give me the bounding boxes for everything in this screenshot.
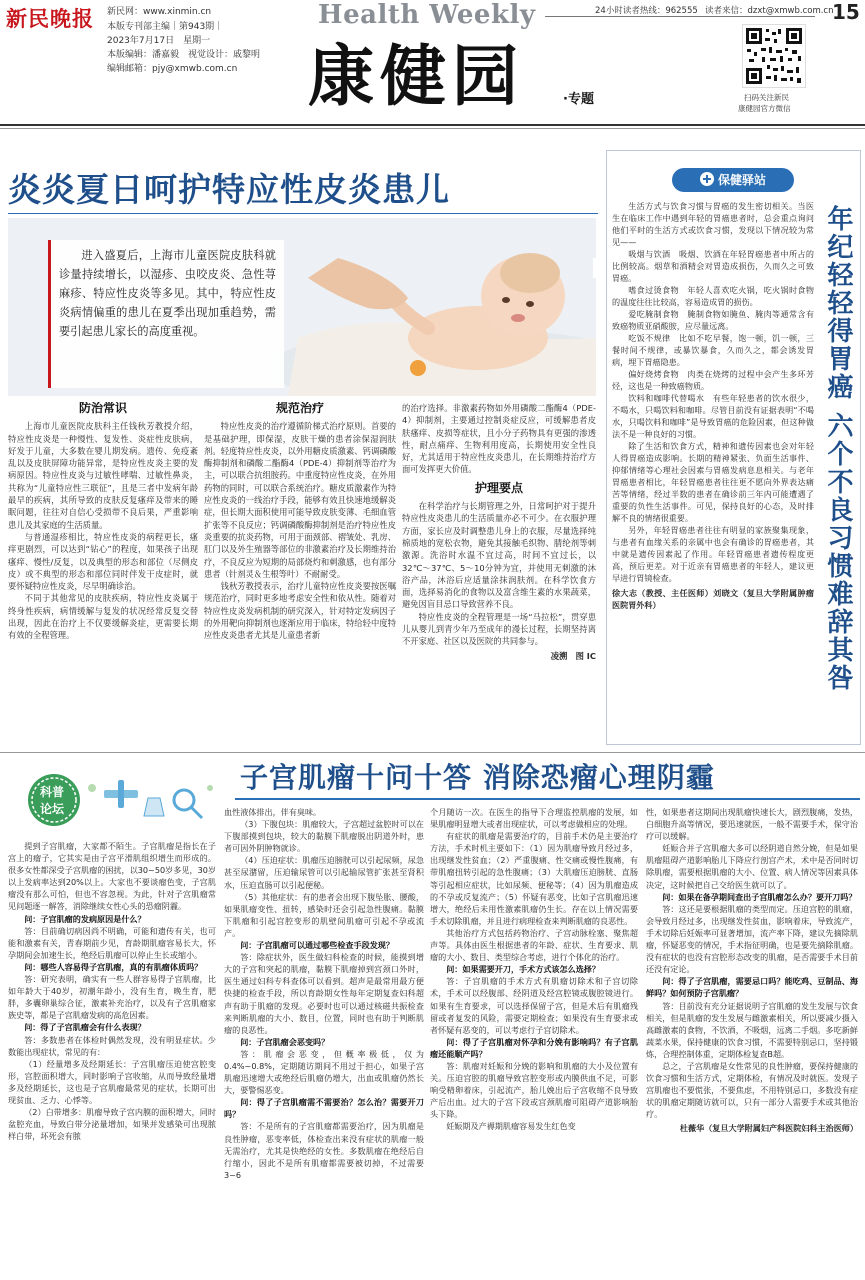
article1-col3-p3: 特应性皮炎的全程管理是一场“马拉松”，贯穿患儿从婴儿到青少年乃至成年的漫长过程，长期坚持离不开家庭、社区以及医院的共同参与。 bbox=[402, 611, 596, 647]
section-title: 康健园 bbox=[308, 37, 524, 115]
article2-col2-p3: （4）压迫症状：肌瘤压迫膀胱可以引起尿频，尿急甚至尿潴留，压迫输尿管可以引起输尿管扩张甚至肾积水，压迫直肠可以引起便秘。 bbox=[224, 855, 424, 890]
article2-byline: 杜薇华（复旦大学附属妇产科医院妇科主治医师） bbox=[679, 1123, 858, 1134]
column-p1: 生活方式与饮食习惯与胃癌的发生密切相关。当医生在临床工作中遇到年轻的胃癌患者时，总会重点询问他们平时的生活方式或饮食习惯，发现以下情况较为常见—— bbox=[612, 201, 814, 247]
article1-col1-heading: 防治常识 bbox=[78, 402, 127, 415]
article1-col3-p2: 在科学治疗与长期管理之外，日常呵护对于提升特应性皮炎患儿的生活质量亦必不可少。在衣服护理方面，家长应及时调整患儿身上的衣服，尽量选择纯棉质地的宽松衣物，避免其接触毛织物、腈纶剂等刺激源。洗浴时水温不宜过高，时间不宜过长，以32℃～37℃、5～10分钟为宜，并使用无刺激的沐浴产品，沐浴后应适量涂抹润肤剂。在科学饮食方面，选择易消化的食物以及富含维生素的水果蔬菜，避免因盲目忌口导致营养不良。 bbox=[402, 501, 596, 610]
edition-line: 本版专刊部主编｜第943期｜ bbox=[107, 22, 224, 32]
badge-label-2: 论坛 bbox=[40, 802, 65, 816]
article2-q5: 问：子宫肌瘤会恶变吗？ bbox=[240, 1036, 330, 1047]
date-line: 2023年7月17日 星期一 bbox=[107, 36, 211, 46]
article2-q3: 问：得了子宫肌瘤会有什么表现？ bbox=[24, 1022, 146, 1033]
article1-col1-p2: 与普通湿疹相比，特应性皮炎的病程更长，瘙痒更剧烈，可以达到“钻心”的程度，如果孩子出现瘙痒、慢性/反复，以及典型的形态和部位（尽侧皮皮）或不典型的形态和部位同时伴发干皮症时，就要怀疑特应性皮炎，尽早明确诊治。 bbox=[8, 531, 198, 592]
top-divider bbox=[545, 16, 815, 17]
badge-label-1: 科普 bbox=[40, 785, 65, 799]
qr-code[interactable] bbox=[742, 24, 806, 88]
article2-col4-p2: 妊娠合并子宫肌瘤大多可以经阴道自然分娩，但是如果肌瘤阻碍产道影响胎儿下降应行剖宫产术，术中是否同时切除肌瘤，需要根据肌瘤的大小、位置、病人情况等因素具体决定，这时候把自己交给医生就可以了。 bbox=[646, 843, 858, 890]
column-vertical-title: 年纪轻轻得胃癌 六个不良习惯难辞其咎 bbox=[823, 205, 853, 693]
science-forum-badge bbox=[14, 770, 224, 830]
article1-intro-box bbox=[48, 240, 284, 388]
article2-headline: 子宫肌瘤十问十答 消除恐瘤心理阴霾 bbox=[240, 761, 715, 794]
article2-q6: 问：得了子宫肌瘤需不需要治？怎么治？需要开刀吗？ bbox=[224, 1097, 424, 1120]
column-p3: 嗜食过烫食物 年轻人喜欢吃火锅，吃火锅时食物的温度往往比较高，容易造成胃的损伤。 bbox=[612, 285, 814, 307]
article2-a7: 答：子宫肌瘤的手术方式有肌瘤切除术和子宫切除术，手术可以经腹部、经阴道及经宫腔镜或腹腔镜进行。如果有生育要求，可以选择保留子宫，但是术后有肌瘤残留或者复发的风险，需要定期检查；如果没有生育要求或者怀疑有恶变的，可以考虑行子宫切除术。 bbox=[430, 976, 638, 1035]
article2-col2-p2: （3）下腹包块：肌瘤较大，子宫超过盆腔时可以在下腹部摸到包块，较大的黏膜下肌瘤脱出阴道外时，患者可因外阴肿物就诊。 bbox=[224, 819, 424, 854]
article1-intro: 进入盛夏后，上海市儿童医院皮肤科就诊量持续增长，以湿疹、虫咬皮炎、急性荨麻疹、特应性皮炎等多见。其中，特应性皮炎病情偏重的患儿在夏季出现加重趋势，需要引起患儿家长的高度重视。 bbox=[59, 249, 276, 338]
article2-a2: 答：研究表明，确实有一些人群容易得子宫肌瘤，比如年龄大于40岁，初潮年龄小，没有生育，晚生育，肥胖，多囊卵巢综合征，激素补充治疗，以及有子宫肌瘤家族史等，都是子宫肌瘤发病的高危因素。 bbox=[8, 974, 216, 1021]
article2-a3-2: （2）白带增多：肌瘤导致子宫内膜的面积增大，同时盆腔充血，导致白带分泌量增加，如果并发感染可出现脓样白带，坏死会有脓 bbox=[8, 1107, 216, 1142]
section-suffix: ·专题 bbox=[563, 92, 594, 107]
column-p4: 爱吃腌制食物 腌制食物如腌鱼、腌肉等通常含有致癌物质亚硝酸胺，应尽量远离。 bbox=[612, 309, 814, 331]
reader-email[interactable]: 读者来信：dzxt@xmwb.com.cn bbox=[705, 6, 834, 16]
paper-logo: 新民晚报 bbox=[6, 6, 94, 31]
column-tag-label: 保健驿站 bbox=[717, 173, 766, 187]
column-p7: 饮料和咖啡代替喝水 有些年轻患者的饮水很少，不喝水，只喝饮料和咖啡。尽管目前没有证据表明“不喝水，只喝饮料和咖啡”是导致胃癌的危险因素，但这种做法不是一种良好的习惯。 bbox=[612, 393, 814, 439]
article2-a10: 答：目前没有充分证据说明子宫肌瘤的发生发展与饮食相关，但是肌瘤的发生发展与雌激素相关，所以要减少摄入高雌激素的食物，不饮酒，不吸烟，远离二手烟。多吃新鲜蔬菜水果，保持健康的饮食习惯，不需要特别忌口，坚持锻炼，合理控制体重，定期体检复查B超。 bbox=[646, 1000, 858, 1059]
article2-q4: 问：子宫肌瘤可以通过哪些检查手段发现？ bbox=[240, 940, 394, 951]
article2-a1: 答：目前确切病因尚不明确，可能和遗传有关，也可能和激素有关，青春期前少见，育龄期肌瘤容易长大，怀孕期间会加速生长，绝经后肌瘤可以停止生长或缩小。 bbox=[8, 925, 216, 960]
article2-col2-p1: 血性液体排出，伴有臭味。 bbox=[224, 807, 322, 817]
article2-col2 bbox=[224, 806, 424, 1276]
article2-q7: 问：如果需要开刀，手术方式该怎么选择？ bbox=[446, 964, 600, 975]
article2-col1-p1: 提到子宫肌瘤，大家都不陌生。子宫肌瘤是指长在子宫上的瘤子，它其实是由子宫平滑肌组织增生而形成的。很多女性都深受子宫肌瘤的困扰，以30~50岁多见，30岁以上发病率达到20%以上。大家也不要谈瘤色变，子宫肌瘤没有那么可怕，但也不容忽视。为此，针对子宫肌瘤常见问题逐一解答，消除继续女性心头的恐瘤阴霾。 bbox=[8, 841, 216, 912]
article1-col2-p2: 钱秋芳教授表示，治疗儿童特应性皮炎要按医嘱规范治疗，同时更多地考虑安全性和依从性。随着对特应性皮炎发病机制的研究深入，针对特定发病因子的外用靶向抑制剂也逐渐应用于临床，特给轻中度特应性皮炎患者尤其是儿童患者新 bbox=[204, 581, 396, 641]
column-p2: 吸烟与饮酒 吸烟、饮酒在年轻胃癌患者中所占的比例较高。烟草和酒精会对胃造成损伤，久而久之可致胃癌。 bbox=[612, 249, 814, 283]
editor-email[interactable]: 编辑邮箱：pjy@xmwb.com.cn bbox=[107, 64, 238, 74]
page-number: 15 bbox=[832, 0, 860, 24]
article2-col3-p2: 有症状的肌瘤是需要治疗的，目前手术仍是主要治疗方法，手术时机主要如下：（1）因为肌瘤导致月经过多，出现继发性贫血；（2）严重腹痛、性交痛或慢性腹痛，有带肌瘤扭转引起的急性腹痛；（3）大肌瘤压迫膀胱、直肠等引起相应症状，比如尿频、便秘等；（4）因为肌瘤造成的不孕或反复流产；（5）怀疑有恶变，比如子宫肌瘤迅速增大，绝经后未用性激素肌瘤仍生长。存在以上情况需要手术切除肌瘤，并且进行病理检查来判断肌瘤的良恶性。 bbox=[430, 831, 638, 926]
column-byline: 徐大志（教授、主任医师）刘晓文（复旦大学附属肿瘤医院胃外科） bbox=[612, 588, 814, 610]
article2-col3-p3: 其他治疗方式包括药物治疗、子宫动脉栓塞、聚焦超声等。具体由医生根据患者的年龄、症状、生育要求、肌瘤的大小、数目、类型综合考虑，进行个体化的治疗。 bbox=[430, 927, 638, 963]
article2-q1: 问：子宫肌瘤的发病原因是什么？ bbox=[24, 913, 146, 924]
column-p9: 另外，年轻胃癌患者往往有明显的家族聚集现象，与患者有血缘关系的亲属中也会有确诊的胃癌患者，其中就是遗传因素起了作用。年轻胃癌患者遗传程度更高，预后更差。对于近亲有胃癌患者的年轻人，建议更早进行胃镜检查。 bbox=[612, 525, 814, 583]
article2-col3-p8: 妊娠期及产褥期肌瘤容易发生红色变 bbox=[446, 1121, 576, 1132]
article2-col1 bbox=[8, 840, 216, 1276]
article2-a4: 答：除症状外，医生做妇科检查的时候，能摸到增大的子宫和突起的肌瘤，黏膜下肌瘤掉到宫颈口外时，医生通过妇科专科查体可以看到。超声是最常用最方便快捷的检查手段，所以育龄期女性每年定期复查妇科超声有助于肌瘤的发现。必要时也可以通过核磁共振检查来判断肌瘤的大小、数目，位置，同时也有助于判断肌瘤的良恶性。 bbox=[224, 952, 424, 1035]
article1-col1 bbox=[8, 402, 198, 732]
article2-q2: 问：哪些人容易得子宫肌瘤，真的有肌瘤体质吗？ bbox=[24, 961, 203, 972]
article1-col1-p3: 不同于其他常见的皮肤疾病，特应性皮炎属于终身性疾病，病情缓解与复发的状况经常反复交替出现，因此在治疗上不仅要缓解炎症，更需要长期有效的全程管理。 bbox=[8, 593, 198, 641]
article1-col2-heading: 规范治疗 bbox=[275, 402, 324, 415]
article2-a6: 答：不是所有的子宫肌瘤都需要治疗，因为肌瘤是良性肿瘤，恶变率低，体检查出来没有症状的肌瘤一般无需治疗，尤其是快绝经的女性。多数肌瘤在绝经后自行缩小，因此不是所有肌瘤都需要被切掉，不过需要3~6 bbox=[224, 1121, 424, 1180]
article2-a8: 答：肌瘤对妊娠和分娩的影响和肌瘤的大小及位置有关。压迫宫腔的肌瘤导致宫腔变形或内膜供血不足，可影响受精卵着床，引起流产，胎儿娩出后子宫收缩不良导致产后出血。过大的子宫下段或宫颈肌瘤可阻碍产道影响胎头下降。 bbox=[430, 1060, 638, 1120]
column-p8: 除了生活和饮食方式，精神和遗传因素也会对年轻人得胃癌造成影响。长期的精神紧张、负面生活事件、抑郁情绪等心理社会因素与胃癌发病息息相关。与老年胃癌患者相比，年轻胃癌患者往往更不愿向外界表达痛苦等情绪，经过半数的患者在确诊前三年内可能遭遇了重要的负性生活事件。可见，保持良好的心态，及时排解不良的情绪很重要。 bbox=[612, 441, 814, 523]
article1-col2 bbox=[204, 402, 396, 732]
article1-col2-p1: 特应性皮炎的治疗遵循阶梯式治疗原则。首要的是基础护理，即保湿，皮肤干燥的患者涂保湿润肤剂。轻度特应性皮炎，以外用糖皮质激素、钙调磷酸酶抑制剂和磷酸二酯酶4（PDE-4）抑制剂等治疗为主，可以联合抗组胺药。中重度特应性皮炎，在外用药物的同时，可以联合系统治疗。糖皮质激素作为特应性皮炎的一线治疗手段，能够有效且快速地缓解炎症，但长期大面积使用可能导致皮肤变薄、毛细血管扩张等不良反应；钙调磷酸酶抑制剂是治疗特应性皮炎重要的抗炎药物，可用于面颈部、褶皱处、乳房、肛门以及外生殖器等部位的非激素治疗及长期维持治疗，不良反应为短期的局部烧灼和刺激感，也有部分患者（针剂灵＆生根等叶）不耐耐受。 bbox=[204, 421, 396, 579]
article2-col3 bbox=[430, 806, 638, 1276]
column-p5: 吃饭不规律 比如不吃早餐，饱一顿，饥一顿，三餐时间不规律，或暴饮暴食，久而久之，都会诱发胃病，埋下胃癌隐患。 bbox=[612, 333, 814, 367]
article2-q8: 问：得了子宫肌瘤对怀孕和分娩有影响吗？有子宫肌瘤还能顺产吗？ bbox=[430, 1036, 638, 1059]
pill-icon bbox=[700, 172, 714, 186]
article2-col4 bbox=[646, 806, 858, 1276]
masthead-rule-thin bbox=[0, 128, 865, 129]
article2-col4-p1: 性，如果患者这期间出现肌瘤快速长大，剧烈腹痛，发热，白细胞升高等情况，要迅速就医，一般不需要手术，保守治疗可以缓解。 bbox=[646, 807, 858, 842]
article2-a9: 答：这还是要根据肌瘤的类型而定。压迫宫腔的肌瘤，会导致月经过多，出现继发性贫血，影响着床，导致流产，手术切除后妊娠率可显著增加，流产率下降，建议先摘除肌瘤，怀疑恶变的情况，手术指征明确，也是要先摘除肌瘤。没有症状的也没有宫腔形态改变的肌瘤，是否需要手术目前还没有定论。 bbox=[646, 903, 858, 975]
article2-top-rule bbox=[0, 752, 865, 753]
article2-a5: 答：肌瘤会恶变，但概率极低，仅为0.4%~0.8%，定期随访期间不用过于担心，如果子宫肌瘤迅速增大或绝经后肌瘤仍增大，出血或肌瘤仍然长大，要警惕恶变。 bbox=[224, 1048, 424, 1096]
article1-col3-heading: 护理要点 bbox=[474, 480, 523, 495]
article2-a3: 答：多数患者在体检时偶然发现，没有明显症状。少数能出现症状，常见的有： bbox=[8, 1034, 216, 1057]
column-p6: 偏好烧烤食物 肉类在烧烤的过程中会产生多环芳烃，这也是一种致癌物质。 bbox=[612, 369, 814, 391]
column-tag bbox=[672, 168, 794, 192]
qr-caption-1: 扫码关注新民 bbox=[744, 93, 789, 102]
article1-col1-p1: 上海市儿童医院皮肤科主任钱秋芳教授介绍，特应性皮炎是一种慢性、复发性、炎症性皮肤病，好发于儿童，大多数在婴儿期发病。遗传、免疫紊乱以及皮肤屏障功能异常，是特应性皮炎主要的发病原因。特应性皮炎与过敏性哮喘、过敏性鼻炎，共称为“儿童特应性三联征”，且是三者中发病年龄最早的疾病，其所导致的皮肤反复瘙痒及带来的睡眠问题，往往对自信心受损带不良后果，严重影响患儿及其家庭的生活质量。 bbox=[8, 421, 198, 530]
article2-col3-p1: 个月随访一次。在医生的指导下合理监控肌瘤的发展，如果肌瘤明显增大或者出现症状，可以考虑做相应的处理。 bbox=[430, 807, 638, 830]
article1-col3 bbox=[402, 402, 596, 732]
site-url[interactable]: 新民网：www.xinmin.cn bbox=[107, 7, 212, 17]
article2-col2-p4: （5）其他症状：有的患者会出现下腹坠胀、腰酸，如果肌瘤变性、扭转，感染时还会引起急性腹痛。黏膜下肌瘤和引起宫腔变形的肌壁间肌瘤可引起不孕或流产。 bbox=[224, 891, 424, 938]
qr-caption-2: 康健园官方微信 bbox=[738, 104, 791, 113]
article1-col3-p1: 的治疗选择。非激素药物如外用磷酸二酯酶4（PDE-4）抑制剂，主要通过控制炎症反应，可缓解患者皮肤瘙痒、皮损等症状，且小分子药物具有更强的渗透性，耐点痛痒、生物利用度高，长期使用安全性良好，尤其适用于特应性皮炎患儿，在长期维持治疗方面可发挥更大价值。 bbox=[402, 403, 596, 475]
editor-line: 本版编辑：潘嘉毅 视觉设计：戚黎明 bbox=[107, 50, 261, 60]
article2-a3-1: （1）经量增多及经期延长：子宫肌瘤压迫使宫腔变形，宫腔面积增大，同时影响子宫收缩，从而导致经量增多及经期延长，这也是子宫肌瘤最常见的症状，长期可出现贫血、乏力、心悸等。 bbox=[8, 1058, 216, 1105]
weekly-title: Health Weekly bbox=[318, 0, 536, 30]
masthead-rule bbox=[0, 124, 865, 126]
hotline: 24小时读者热线：962555 bbox=[595, 6, 698, 16]
article2-q9: 问：如果在备孕期间查出子宫肌瘤怎么办？要开刀吗？ bbox=[662, 891, 857, 902]
article2-q10: 问：得了子宫肌瘤，需要忌口吗？能吃鸡、豆制品、海鲜吗？如何预防子宫肌瘤？ bbox=[646, 976, 858, 999]
article1-headline: 炎炎夏日呵护特应性皮炎患儿 bbox=[8, 170, 450, 209]
article1-byline: 凌溯 图 IC bbox=[550, 650, 596, 661]
article2-headline-rule bbox=[235, 798, 860, 800]
column-text bbox=[612, 200, 814, 740]
article2-conclusion: 总之，子宫肌瘤是女性常见的良性肿瘤，要保持健康的饮食习惯和生活方式，定期体检，有情况及时就医。发现子宫肌瘤也不要慌张，不要焦虑，不用特别忌口，多数没有症状的肌瘤定期随访就可以，只有一部分人需要手术或其他治疗。 bbox=[646, 1060, 858, 1120]
headline-rule bbox=[8, 213, 598, 214]
